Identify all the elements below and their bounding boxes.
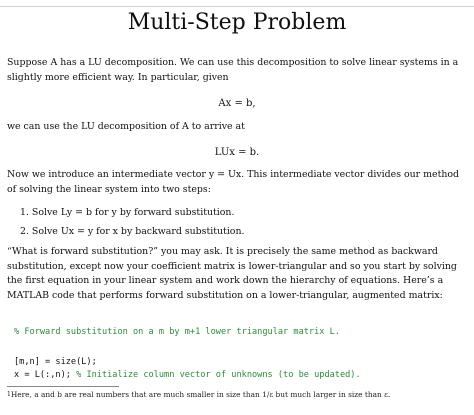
paragraph-intermediate: Now we introduce an intermediate vector y = Ux. This intermediate vector divides our method of solving the linear system into two steps: (7, 169, 460, 195)
code-comment: % Forward substitution on a m by m+1 lower triangular matrix L. (14, 327, 340, 337)
code-line-2 (14, 369, 469, 382)
step-item-2: 2. Solve Ux = y for x by backward substitution. (20, 226, 245, 237)
equation-lux-b: LUx = b. (214, 147, 260, 158)
page-title: Multi-Step Problem (127, 10, 347, 35)
paragraph-intro: Suppose A has a LU decomposition. We can use this decomposition to solve linear systems in a slightly more efficient way. In particular, given (7, 57, 459, 83)
code-line-1: [m,n] = size(L); (14, 357, 97, 367)
code-line-2-code: x = L(:,n); (14, 370, 77, 380)
footnote-marker: 1 (7, 391, 11, 398)
paragraph-lu: we can use the LU decomposition of A to arrive at (7, 121, 245, 132)
footnote (7, 389, 467, 400)
footnote-divider (7, 386, 119, 387)
paragraph-forward-substitution: “What is forward substitution?” you may ask. It is precisely the same method as backward substitution, except now your coefficient matrix is lower-triangular and so you start by solving the first equation in your linear system and work down the hierarchy of equations. Here’s a MATLAB code that performs forward substitution on a lower-triangular, augmented matrix: (7, 246, 457, 301)
code-line-2-comment: % Initialize column vector of unknowns (to be updated). (76, 370, 361, 380)
top-divider (0, 6, 474, 7)
equation-ax-b: Ax = b, (218, 98, 256, 109)
code-comment-line (14, 326, 469, 339)
step-item-1: 1. Solve Ly = b for y by forward substitution. (20, 207, 235, 218)
footnote-text: Here, a and b are real numbers that are much smaller in size than 1/ε but much larger in size than ε. (10, 390, 391, 399)
